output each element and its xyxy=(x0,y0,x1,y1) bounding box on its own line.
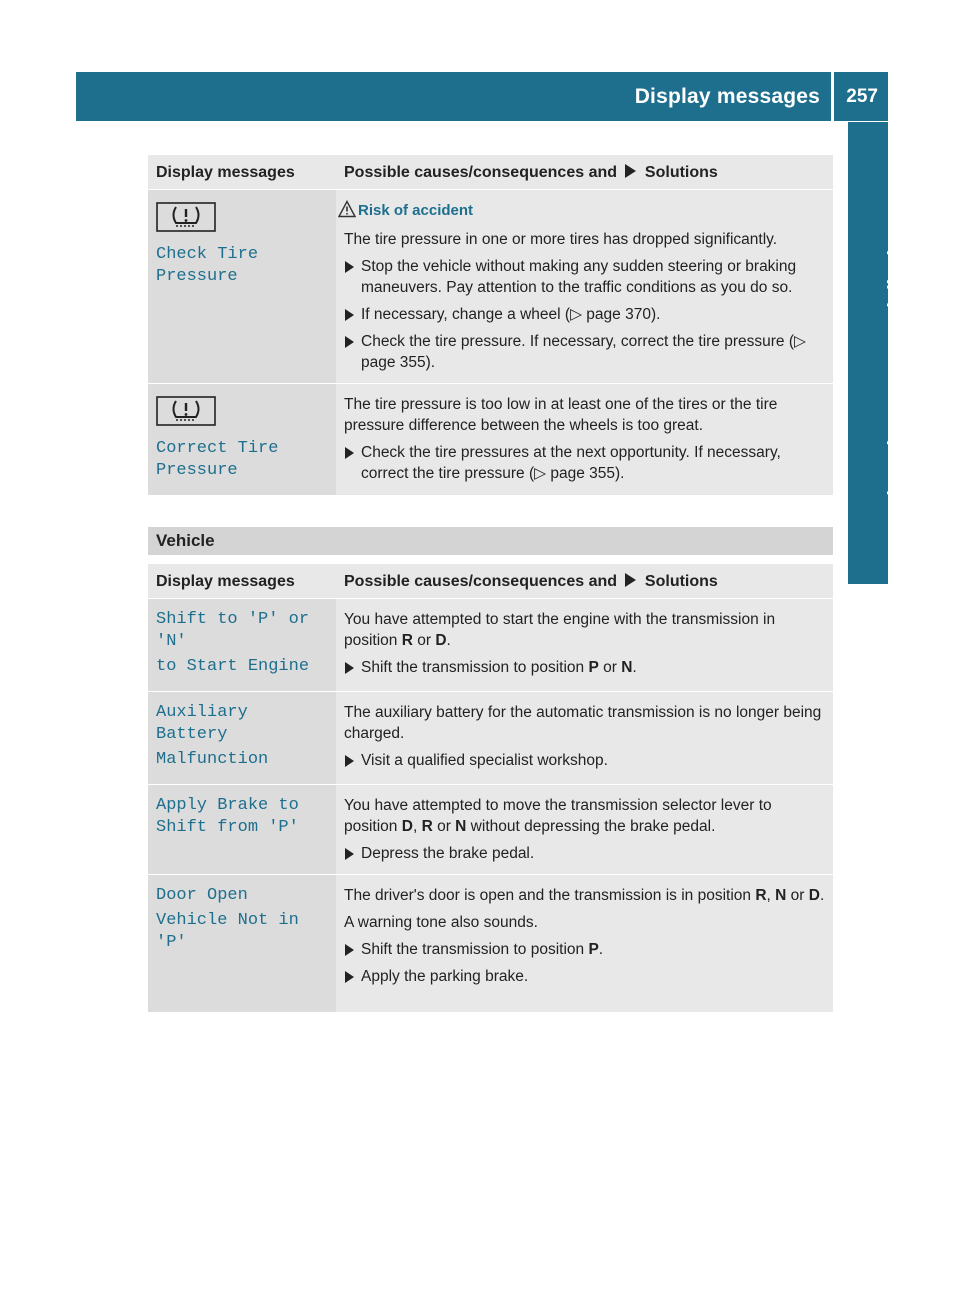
display-message-line2: Pressure xyxy=(156,461,238,480)
text-part: . xyxy=(446,632,451,649)
page-header xyxy=(76,72,888,121)
cause-text xyxy=(344,795,825,837)
display-message-line1: Correct Tire xyxy=(156,439,279,458)
column-header-solutions: Solutions xyxy=(644,572,718,590)
display-message-line1: Shift to 'P' or 'N' xyxy=(156,610,310,651)
step-arrow-icon xyxy=(345,848,354,860)
step-arrow-icon xyxy=(345,755,354,767)
message-cell xyxy=(148,189,336,383)
solution-cell xyxy=(336,874,833,1012)
side-tab-block xyxy=(848,543,888,584)
step-text: Stop the vehicle without making any sudden steering or braking maneuvers. Pay attention to the traffic conditions as you do so. xyxy=(361,258,797,296)
tire-pressure-warning-icon xyxy=(156,396,216,426)
table-row xyxy=(148,189,833,383)
step-text: . xyxy=(598,941,604,958)
chapter-side-tab-label: On-board computer and displays xyxy=(885,216,907,530)
solution-cell xyxy=(336,691,833,784)
text-part: or xyxy=(432,818,456,835)
step-text: or xyxy=(598,659,622,676)
message-cell xyxy=(148,598,336,691)
column-header-causes: Possible causes/consequences and xyxy=(344,163,618,181)
text-part: You have attempted to start the engine with the transmission in position xyxy=(344,611,776,649)
solution-step xyxy=(344,843,825,864)
gear-label: R xyxy=(421,818,433,835)
tire-pressure-warning-icon xyxy=(156,202,216,232)
cause-text-secondary: A warning tone also sounds. xyxy=(344,914,538,931)
display-message-line1: Door Open xyxy=(156,886,248,905)
message-cell xyxy=(148,383,336,495)
display-message: Check Tire Pressure xyxy=(156,245,259,286)
gear-label: P xyxy=(588,659,599,676)
step-text: Check the tire pressures at the next opportunity. If necessary, correct the tire pressure (▷ page 355). xyxy=(361,444,781,482)
solution-step xyxy=(344,966,825,987)
step-arrow-icon xyxy=(345,447,354,459)
message-cell xyxy=(148,691,336,784)
column-header-solutions: Solutions xyxy=(644,163,718,181)
solution-cell xyxy=(336,598,833,691)
text-part: The driver's door is open and the transmission is in position xyxy=(344,887,756,904)
section-title: Vehicle xyxy=(156,531,215,550)
gear-label: D xyxy=(401,818,413,835)
step-text: Apply the parking brake. xyxy=(361,968,529,985)
solution-step xyxy=(344,331,825,373)
column-header-display-messages: Display messages xyxy=(148,155,336,189)
text-part: . xyxy=(819,887,825,904)
gear-label: P xyxy=(588,941,599,958)
solution-step xyxy=(344,442,825,484)
play-arrow-icon xyxy=(625,164,636,178)
header-divider xyxy=(831,72,834,121)
table-header-row xyxy=(148,155,833,189)
step-arrow-icon xyxy=(345,662,354,674)
message-cell xyxy=(148,874,336,1012)
section-heading xyxy=(148,527,833,555)
display-message-line1: Apply Brake to xyxy=(156,796,299,815)
step-text: . xyxy=(632,659,637,676)
column-header-causes-solutions xyxy=(336,564,833,598)
display-message-line2: Malfunction xyxy=(156,750,269,769)
solution-cell xyxy=(336,383,833,495)
display-message-line2: Shift from 'P' xyxy=(156,818,299,837)
text-part: without depressing the brake pedal. xyxy=(466,818,716,835)
step-text: Shift the transmission to position xyxy=(361,941,589,958)
warning-label: Risk of accident xyxy=(358,202,474,219)
table-row xyxy=(148,784,833,874)
gear-label: D xyxy=(435,632,447,649)
table-row xyxy=(148,874,833,1012)
gear-label: R xyxy=(401,632,413,649)
header-title: Display messages xyxy=(634,85,820,108)
step-text: Check the tire pressure. If necessary, correct the tire pressure (▷ page 355). xyxy=(361,333,806,371)
cause-text: The tire pressure in one or more tires has dropped significantly. xyxy=(344,231,778,248)
play-arrow-icon xyxy=(625,573,636,587)
message-cell xyxy=(148,784,336,874)
solution-step xyxy=(344,304,825,325)
step-text: Depress the brake pedal. xyxy=(361,845,535,862)
vehicle-messages-table xyxy=(148,564,833,1012)
column-header-causes: Possible causes/consequences and xyxy=(344,572,618,590)
table-row xyxy=(148,383,833,495)
column-header-display-messages: Display messages xyxy=(148,564,336,598)
cause-text: The auxiliary battery for the automatic transmission is no longer being charged. xyxy=(344,704,822,742)
tire-messages-table xyxy=(148,155,833,495)
solution-step xyxy=(344,939,825,960)
solution-step xyxy=(344,256,825,298)
table-row xyxy=(148,691,833,784)
page-number: 257 xyxy=(846,86,878,107)
chapter-side-tab-label-wrap xyxy=(861,134,907,534)
text-part: You have attempted to move the transmission selector lever to position xyxy=(344,797,772,835)
text-part: , xyxy=(766,887,776,904)
display-message-line2: to Start Engine xyxy=(156,657,310,676)
step-text: Shift the transmission to position xyxy=(361,659,589,676)
text-part: , xyxy=(412,818,422,835)
solution-step xyxy=(344,750,825,771)
gear-label: N xyxy=(775,887,787,904)
step-text: If necessary, change a wheel (▷ page 370). xyxy=(361,306,661,323)
table-row xyxy=(148,598,833,691)
cause-text: The tire pressure is too low in at least one of the tires or the tire pressure difference between the wheels is too great. xyxy=(344,396,778,434)
risk-warning xyxy=(358,200,825,221)
step-arrow-icon xyxy=(345,971,354,983)
solution-cell xyxy=(336,189,833,383)
warning-triangle-icon xyxy=(338,200,356,218)
column-header-causes-solutions xyxy=(336,155,833,189)
cause-text xyxy=(344,885,825,906)
gear-label: N xyxy=(455,818,467,835)
text-part: or xyxy=(412,632,436,649)
step-arrow-icon xyxy=(345,944,354,956)
step-text: Visit a qualified specialist workshop. xyxy=(361,752,608,769)
step-arrow-icon xyxy=(345,309,354,321)
gear-label: N xyxy=(621,659,633,676)
display-message-line2: Vehicle Not in 'P' xyxy=(156,911,299,952)
step-arrow-icon xyxy=(345,336,354,348)
solution-cell xyxy=(336,784,833,874)
solution-step xyxy=(344,657,825,678)
table-header-row xyxy=(148,564,833,598)
display-message-line1: Auxiliary Battery xyxy=(156,703,248,744)
gear-label: D xyxy=(808,887,820,904)
gear-label: R xyxy=(755,887,767,904)
text-part: or xyxy=(786,887,809,904)
step-arrow-icon xyxy=(345,261,354,273)
cause-text xyxy=(344,609,825,651)
